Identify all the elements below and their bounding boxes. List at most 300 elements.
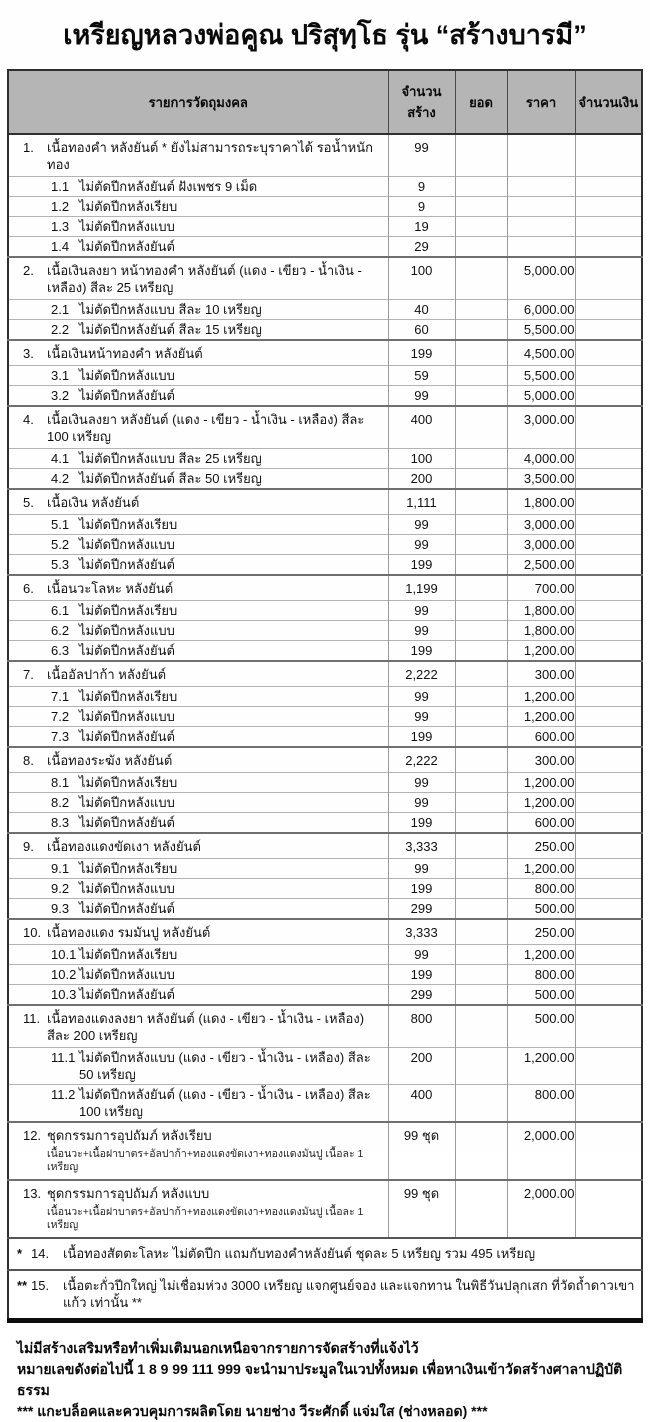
cell-amount	[575, 919, 642, 945]
table-row-1-4	[8, 237, 642, 258]
cell-balance	[455, 366, 507, 386]
cell-description	[8, 965, 388, 985]
cell-amount	[575, 217, 642, 237]
description-line	[9, 178, 388, 195]
cell-amount	[575, 340, 642, 366]
row-number: 9.3	[51, 901, 70, 916]
table-body	[8, 134, 642, 1238]
cell-quantity-made: 99	[388, 859, 455, 879]
cell-quantity-made: 99	[388, 535, 455, 555]
row-description-text: เนื้อเงิน หลังยันต์	[47, 495, 140, 510]
cell-balance	[455, 621, 507, 641]
cell-quantity-made: 3,333	[388, 919, 455, 945]
cell-quantity-made: 1,199	[388, 575, 455, 601]
row-description-text: ไม่ตัดปีกหลังแบบ	[79, 795, 175, 810]
table-row-5-3	[8, 555, 642, 576]
cell-amount	[575, 793, 642, 813]
cell-price: 2,000.00	[507, 1180, 575, 1238]
row-note: เนื้อนวะ+เนื้อฝาบาตร+อัลปาก้า+ทองแดงขัดเงา+ทองแดงมันปู เนื้อละ 1 เหรียญ	[47, 1206, 364, 1231]
cell-quantity-made: 40	[388, 300, 455, 320]
cell-description	[8, 859, 388, 879]
cell-description	[8, 621, 388, 641]
cell-amount	[575, 687, 642, 707]
description-line	[9, 450, 388, 467]
row-number: 8.2	[51, 795, 70, 810]
row-description-text: ไม่ตัดปีกหลังยันต์	[79, 388, 175, 403]
row-description-text: ไม่ตัดปีกหลังยันต์	[79, 729, 175, 744]
cell-amount	[575, 177, 642, 197]
footer-line-3: *** แกะบล็อคและควบคุมการผลิตโดย นายช่าง วีระศักดิ์ แจ่มใส (ช่างหลอด) ***	[17, 1403, 488, 1419]
row-number: 3.1	[51, 368, 70, 383]
cell-quantity-made: 59	[388, 366, 455, 386]
cell-balance	[455, 134, 507, 177]
cell-amount	[575, 1085, 642, 1123]
cell-balance	[455, 747, 507, 773]
cell-amount	[575, 366, 642, 386]
cell-description	[8, 879, 388, 899]
row-number: 7.3	[51, 729, 70, 744]
row-description-text: ไม่ตัดปีกหลังเรียบ	[79, 861, 178, 876]
cell-price: 250.00	[507, 833, 575, 859]
description-line	[9, 218, 388, 235]
cell-balance	[455, 1048, 507, 1085]
row-description-text: ไม่ตัดปีกหลังแบบ สีละ 10 เหรียญ	[79, 302, 262, 317]
cell-price: 500.00	[507, 1005, 575, 1048]
cell-balance	[455, 300, 507, 320]
cell-balance	[455, 965, 507, 985]
cell-balance	[455, 177, 507, 197]
table-row-5	[8, 489, 642, 515]
description-line	[9, 688, 388, 705]
cell-description	[8, 515, 388, 535]
cell-quantity-made: 200	[388, 1048, 455, 1085]
footnote-mark: **	[17, 1278, 28, 1293]
description-line	[9, 387, 388, 404]
cell-description	[8, 237, 388, 258]
footnote-line	[9, 1245, 641, 1262]
row-number: 1.1	[51, 179, 70, 194]
row-number: 10.	[23, 925, 42, 940]
cell-price: 300.00	[507, 661, 575, 687]
cell-quantity-made: 99	[388, 707, 455, 727]
cell-description	[8, 366, 388, 386]
cell-description	[8, 535, 388, 555]
row-description-text: ชุดกรรมการอุปถัมภ์ หลังแบบ	[47, 1186, 210, 1201]
cell-balance	[455, 641, 507, 662]
cell-balance	[455, 489, 507, 515]
cell-quantity-made: 199	[388, 879, 455, 899]
row-number: 13.	[23, 1186, 42, 1201]
row-description-text: ไม่ตัดปีกหลังยันต์	[79, 239, 175, 254]
cell-description	[8, 601, 388, 621]
row-description-text: เนื้อทองระฆัง หลังยันต์	[47, 753, 173, 768]
cell-price: 1,200.00	[507, 1048, 575, 1085]
footer-line-1: ไม่มีสร้างเสริมหรือทำเพิ่มเติมนอกเหนือจากรายการจัดสร้างที่แจ้งไว้	[17, 1340, 419, 1356]
cell-description	[8, 575, 388, 601]
cell-description	[8, 1048, 388, 1085]
cell-price	[507, 177, 575, 197]
row-description-text: ไม่ตัดปีกหลังเรียบ	[79, 199, 178, 214]
cell-amount	[575, 1048, 642, 1085]
row-description-text: ชุดกรรมการอุปถัมภ์ หลังเรียบ	[47, 1128, 212, 1143]
cell-description	[8, 1085, 388, 1123]
cell-description	[8, 833, 388, 859]
row-description-text: ไม่ตัดปีกหลังแบบ (แดง - เขียว - น้ำเงิน - เหลือง) สีละ 50 เหรียญ	[79, 1050, 371, 1082]
cell-description	[8, 793, 388, 813]
description-line	[9, 367, 388, 384]
cell-amount	[575, 237, 642, 258]
row-number: 3.2	[51, 388, 70, 403]
cell-amount	[575, 641, 642, 662]
cell-price: 500.00	[507, 899, 575, 920]
description-line	[9, 860, 388, 877]
cell-balance	[455, 859, 507, 879]
table-row-7	[8, 661, 642, 687]
table-row-8-1	[8, 773, 642, 793]
cell-price: 2,500.00	[507, 555, 575, 576]
row-number: 1.4	[51, 239, 70, 254]
row-number: 10.2	[51, 967, 77, 982]
description-line	[9, 666, 388, 683]
cell-description	[8, 406, 388, 449]
cell-quantity-made: 199	[388, 340, 455, 366]
cell-amount	[575, 1005, 642, 1048]
cell-description	[8, 813, 388, 834]
cell-price: 2,000.00	[507, 1122, 575, 1180]
cell-quantity-made: 199	[388, 965, 455, 985]
cell-balance	[455, 985, 507, 1006]
cell-amount	[575, 1122, 642, 1180]
table-row-11	[8, 1005, 642, 1048]
cell-description	[8, 687, 388, 707]
cell-balance	[455, 449, 507, 469]
cell-description	[8, 177, 388, 197]
cell-description	[8, 641, 388, 662]
table-row-2-1	[8, 300, 642, 320]
cell-balance	[455, 945, 507, 965]
cell-amount	[575, 197, 642, 217]
cell-balance	[455, 1180, 507, 1238]
cell-price: 3,000.00	[507, 515, 575, 535]
row-description-text: ไม่ตัดปีกหลังเรียบ	[79, 947, 178, 962]
table-row-2	[8, 257, 642, 300]
row-description-text: เนื้อทองแดงลงยา หลังยันต์ (แดง - เขียว - น้ำเงิน - เหลือง) สีละ 200 เหรียญ	[47, 1011, 365, 1043]
cell-description	[8, 899, 388, 920]
cell-amount	[575, 515, 642, 535]
cell-balance	[455, 1085, 507, 1123]
cell-quantity-made: 99	[388, 773, 455, 793]
cell-balance	[455, 340, 507, 366]
cell-price: 250.00	[507, 919, 575, 945]
cell-description	[8, 257, 388, 300]
row-number: 5.	[23, 495, 34, 510]
cell-description	[8, 300, 388, 320]
description-line	[9, 986, 388, 1003]
row-number: 12.	[23, 1128, 42, 1143]
row-number: 11.1	[51, 1050, 76, 1065]
table-row-1-3	[8, 217, 642, 237]
row-number: 9.	[23, 839, 34, 854]
cell-amount	[575, 945, 642, 965]
cell-quantity-made: 400	[388, 406, 455, 449]
row-description-text: ไม่ตัดปีกหลังยันต์ สีละ 50 เหรียญ	[79, 471, 262, 486]
row-number: 10.3	[51, 987, 77, 1002]
cell-balance	[455, 257, 507, 300]
cell-description	[8, 707, 388, 727]
cell-quantity-made: 29	[388, 237, 455, 258]
table-row-4-2	[8, 469, 642, 490]
row-description-text: ไม่ตัดปีกหลังยันต์ สีละ 15 เหรียญ	[79, 322, 262, 337]
description-line	[9, 345, 388, 362]
cell-price: 1,200.00	[507, 773, 575, 793]
table-row-6	[8, 575, 642, 601]
cell-balance	[455, 919, 507, 945]
cell-price: 600.00	[507, 813, 575, 834]
cell-quantity-made: 9	[388, 197, 455, 217]
description-line	[9, 321, 388, 338]
table-row-10-1	[8, 945, 642, 965]
description-line	[9, 946, 388, 963]
cell-price	[507, 197, 575, 217]
cell-description	[8, 919, 388, 945]
row-number: 11.2	[51, 1087, 76, 1102]
row-description-text: เนื้อทองคำ หลังยันต์ * ยังไม่สามารถระบุราคาได้ รอน้ำหนักทอง	[47, 140, 374, 172]
cell-quantity-made: 99	[388, 601, 455, 621]
cell-quantity-made: 2,222	[388, 661, 455, 687]
description-line	[9, 728, 388, 745]
table-row-7-2	[8, 707, 642, 727]
footer-line-2: หมายเลขดังต่อไปนี้ 1 8 9 99 111 999 จะนำมาประมูลในเวปทั้งหมด เพื่อหาเงินเข้าวัดสร้างศาลาปฏิบัติธรรม	[17, 1361, 623, 1398]
cell-quantity-made: 199	[388, 813, 455, 834]
row-description-text: เนื้อทองแดงขัดเงา หลังยันต์	[47, 839, 201, 854]
row-description-text: ไม่ตัดปีกหลังยันต์	[79, 901, 175, 916]
cell-amount	[575, 406, 642, 449]
cell-balance	[455, 687, 507, 707]
cell-balance	[455, 406, 507, 449]
cell-amount	[575, 833, 642, 859]
row-description-text: เนื้อทองแดง รมมันปู หลังยันต์	[47, 925, 211, 940]
row-number: 4.1	[51, 451, 70, 466]
row-number: 7.2	[51, 709, 70, 724]
row-description-text: ไม่ตัดปีกหลังยันต์	[79, 987, 175, 1002]
row-number: 2.	[23, 263, 34, 278]
cell-amount	[575, 965, 642, 985]
table-row-7-1	[8, 687, 642, 707]
row-description-text: ไม่ตัดปีกหลังยันต์ ฝังเพชร 9 เม็ด	[79, 179, 258, 194]
description-line	[9, 708, 388, 725]
cell-price: 1,200.00	[507, 945, 575, 965]
row-description-text: ไม่ตัดปีกหลังยันต์ (แดง - เขียว - น้ำเงิน - เหลือง) สีละ 100 เหรียญ	[79, 1087, 371, 1119]
row-number: 1.	[23, 140, 34, 155]
cell-amount	[575, 773, 642, 793]
cell-amount	[575, 449, 642, 469]
column-header-4: จำนวนเงิน	[575, 70, 642, 134]
cell-amount	[575, 257, 642, 300]
cell-balance	[455, 237, 507, 258]
cell-amount	[575, 469, 642, 490]
table-row-10-2	[8, 965, 642, 985]
row-number: 7.	[23, 667, 34, 682]
cell-amount	[575, 575, 642, 601]
row-number: 4.	[23, 412, 34, 427]
row-number: 2.2	[51, 322, 70, 337]
cell-balance	[455, 515, 507, 535]
cell-description	[8, 1005, 388, 1048]
row-description-text: ไม่ตัดปีกหลังยันต์	[79, 643, 175, 658]
description-line	[9, 1086, 388, 1120]
table-row-9-2	[8, 879, 642, 899]
row-number: 9.1	[51, 861, 70, 876]
cell-amount	[575, 386, 642, 407]
cell-price: 4,500.00	[507, 340, 575, 366]
row-description-text: ไม่ตัดปีกหลังเรียบ	[79, 603, 178, 618]
cell-price: 1,200.00	[507, 707, 575, 727]
cell-price: 3,500.00	[507, 469, 575, 490]
description-line	[9, 1185, 388, 1202]
cell-quantity-made: 99	[388, 386, 455, 407]
cell-price: 800.00	[507, 965, 575, 985]
cell-price: 1,200.00	[507, 859, 575, 879]
description-line	[9, 1010, 388, 1044]
cell-amount	[575, 1180, 642, 1238]
table-row-6-2	[8, 621, 642, 641]
cell-description	[8, 134, 388, 177]
cell-balance	[455, 469, 507, 490]
cell-description	[8, 217, 388, 237]
cell-balance	[455, 197, 507, 217]
cell-description	[8, 661, 388, 687]
cell-quantity-made: 99	[388, 945, 455, 965]
cell-price: 1,200.00	[507, 641, 575, 662]
table-row-1-2	[8, 197, 642, 217]
row-number: 15.	[31, 1278, 50, 1293]
table-row-2-2	[8, 320, 642, 341]
cell-price: 1,200.00	[507, 687, 575, 707]
table-row-6-3	[8, 641, 642, 662]
cell-price: 800.00	[507, 879, 575, 899]
table-row-1	[8, 134, 642, 177]
cell-quantity-made: 99	[388, 687, 455, 707]
cell-price: 1,800.00	[507, 601, 575, 621]
row-number: 5.2	[51, 537, 70, 552]
row-note: เนื้อนวะ+เนื้อฝาบาตร+อัลปาก้า+ทองแดงขัดเงา+ทองแดงมันปู เนื้อละ 1 เหรียญ	[47, 1148, 364, 1173]
description-line	[9, 556, 388, 573]
cell-amount	[575, 320, 642, 341]
footnote-text: เนื้อตะกั่วปีกใหญ่ ไม่เชื่อมห่วง 3000 เหรียญ แจกศูนย์จอง และแจกทาน ในพิธีวันปลุกเสก ที่วัดถ้ำดาวเขาแก้ว เท่านั้น **	[63, 1278, 635, 1310]
description-line	[9, 470, 388, 487]
cell-balance	[455, 833, 507, 859]
row-description-text: ไม่ตัดปีกหลังแบบ	[79, 623, 175, 638]
cell-description	[8, 469, 388, 490]
cell-amount	[575, 727, 642, 748]
cell-quantity-made: 299	[388, 985, 455, 1006]
cell-amount	[575, 813, 642, 834]
description-line	[9, 602, 388, 619]
table-row-6-1	[8, 601, 642, 621]
row-description-text: ไม่ตัดปีกหลังยันต์	[79, 557, 175, 572]
cell-price: 5,000.00	[507, 257, 575, 300]
row-number: 8.1	[51, 775, 70, 790]
description-line	[9, 301, 388, 318]
row-description-text: ไม่ตัดปีกหลังเรียบ	[79, 775, 178, 790]
cell-balance	[455, 813, 507, 834]
cell-quantity-made: 19	[388, 217, 455, 237]
cell-description	[8, 340, 388, 366]
table-row-7-3	[8, 727, 642, 748]
description-line	[9, 642, 388, 659]
cell-quantity-made: 99	[388, 134, 455, 177]
footnote-line	[9, 1277, 641, 1311]
row-number: 5.3	[51, 557, 70, 572]
cell-balance	[455, 320, 507, 341]
row-number: 7.1	[51, 689, 70, 704]
description-line	[9, 238, 388, 255]
row-number: 1.2	[51, 199, 70, 214]
footnote-cell	[8, 1238, 642, 1270]
cell-quantity-made: 199	[388, 555, 455, 576]
row-number: 6.3	[51, 643, 70, 658]
table-row-3-2	[8, 386, 642, 407]
cell-quantity-made: 2,222	[388, 747, 455, 773]
cell-amount	[575, 747, 642, 773]
cell-amount	[575, 621, 642, 641]
description-line	[9, 516, 388, 533]
table-row-11-2	[8, 1085, 642, 1123]
description-line	[9, 814, 388, 831]
row-number: 6.1	[51, 603, 70, 618]
footnote-mark: *	[17, 1246, 23, 1261]
table-row-8-2	[8, 793, 642, 813]
row-number: 11.	[23, 1011, 41, 1026]
column-header-3: ราคา	[507, 70, 575, 134]
cell-balance	[455, 575, 507, 601]
row-number: 3.	[23, 346, 34, 361]
description-line	[9, 198, 388, 215]
row-description-text: เนื้อนวะโลหะ หลังยันต์	[47, 581, 174, 596]
cell-quantity-made: 299	[388, 899, 455, 920]
cell-price: 1,800.00	[507, 489, 575, 515]
cell-amount	[575, 134, 642, 177]
row-description-text: เนื้อเงินหน้าทองคำ หลังยันต์	[47, 346, 203, 361]
cell-description	[8, 489, 388, 515]
table-row-9-3	[8, 899, 642, 920]
cell-description	[8, 320, 388, 341]
cell-price: 6,000.00	[507, 300, 575, 320]
cell-balance	[455, 727, 507, 748]
row-number: 14.	[31, 1246, 50, 1261]
cell-quantity-made: 1,111	[388, 489, 455, 515]
table-row-1-1	[8, 177, 642, 197]
cell-quantity-made: 400	[388, 1085, 455, 1123]
row-number: 6.2	[51, 623, 70, 638]
row-description-text: ไม่ตัดปีกหลังยันต์	[79, 815, 175, 830]
cell-price: 1,200.00	[507, 793, 575, 813]
cell-quantity-made: 99	[388, 621, 455, 641]
row-number: 8.3	[51, 815, 70, 830]
cell-description	[8, 386, 388, 407]
cell-price: 5,500.00	[507, 320, 575, 341]
cell-balance	[455, 601, 507, 621]
cell-quantity-made: 60	[388, 320, 455, 341]
cell-price: 3,000.00	[507, 406, 575, 449]
description-line	[9, 1127, 388, 1144]
cell-balance	[455, 1122, 507, 1180]
cell-price: 5,500.00	[507, 366, 575, 386]
footnote-body	[8, 1238, 642, 1321]
row-description-text: ไม่ตัดปีกหลังเรียบ	[79, 689, 178, 704]
cell-price: 3,000.00	[507, 535, 575, 555]
description-line	[9, 880, 388, 897]
